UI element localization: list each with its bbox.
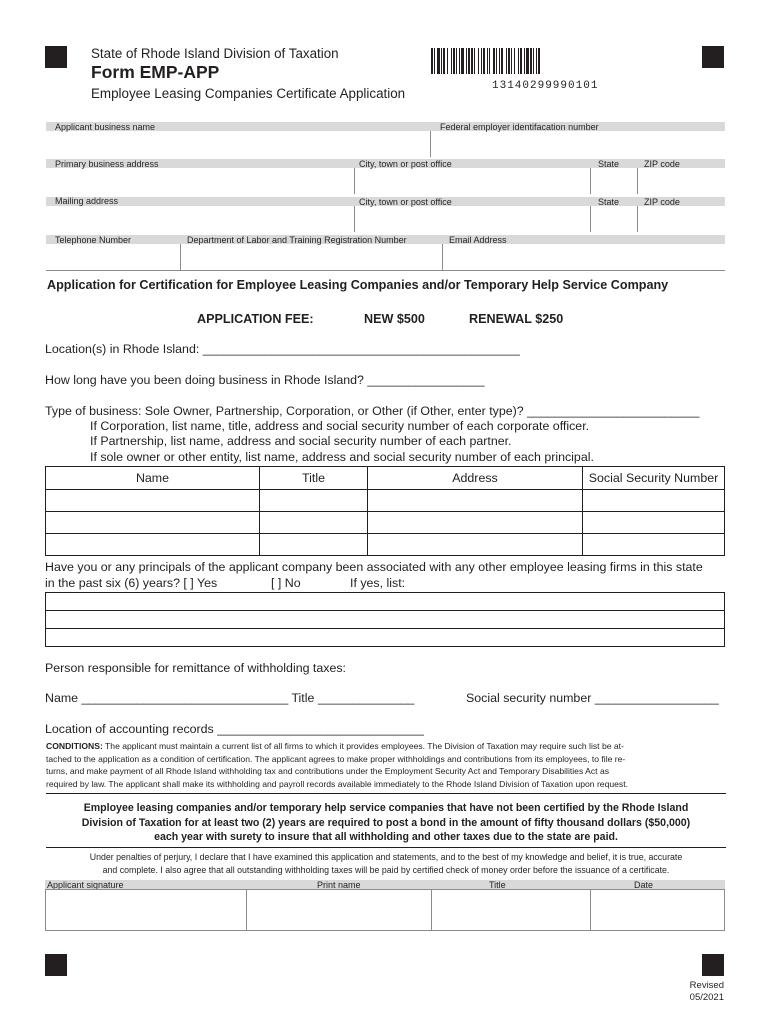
type-of-business-line[interactable]: Type of business: Sole Owner, Partnership, Corporation, or Other (if Other, enter type)? _________________________ [45,404,700,418]
cell-input[interactable] [368,490,583,512]
col-address-header: Address [368,467,583,490]
mailing-address-field[interactable] [46,206,353,232]
applicant-signature-label: Applicant signature [47,880,124,890]
cell-input[interactable] [583,490,725,512]
state2-field[interactable] [591,206,636,232]
registration-mark-bottom-left [45,954,67,976]
zip2-label: ZIP code [644,197,680,207]
mailing-address-label: Mailing address [55,196,119,206]
if-corporation-text: If Corporation, list name, title, address and social security number of each corporate officer. [90,419,590,433]
registration-mark-top-left [45,46,67,68]
list-input[interactable] [46,593,725,611]
association-yes-option[interactable]: in the past six (6) years? [ ] Yes [45,576,218,590]
association-question-line1: Have you or any principals of the applicant company been associated with any other employee leasing firms in this state [45,560,703,574]
name-title-line[interactable]: Name ______________________________ Title ______________ [45,691,415,705]
list-row[interactable] [46,629,725,647]
cell-input[interactable] [260,534,368,556]
registration-mark-top-right [702,46,724,68]
conditions-line1 [46,740,726,753]
fee-renewal: RENEWAL $250 [469,312,564,326]
city2-field[interactable] [355,206,589,232]
print-name-label: Print name [317,880,361,890]
list-input[interactable] [46,629,725,647]
conditions-text1: The applicant must maintain a current list of all firms to which it provides employees. The Division of Taxation may require such list be at- [102,741,624,751]
declaration [46,851,726,876]
association-if-yes: If yes, list: [350,576,406,590]
date-field[interactable] [591,890,725,931]
cell-input[interactable] [260,490,368,512]
cell-input[interactable] [583,534,725,556]
title-label: Title [489,880,506,890]
city1-label: City, town or post office [359,159,452,169]
divider [590,168,591,194]
cell-input[interactable] [368,534,583,556]
business-name-field[interactable] [46,131,430,157]
divider [354,206,355,232]
bond-notice-line1: Employee leasing companies and/or temporary help service companies that have not been certified by the Rhode Island [83,802,689,814]
fein-field[interactable] [432,131,725,157]
bond-notice-line2: Division of Taxation for at least two (2) years are required to post a bond in the amount of fifty thousand dollars ($50,000) [81,816,691,829]
col-ssn-header: Social Security Number [583,467,725,490]
if-sole-owner-text: If sole owner or other entity, list name, address and social security number of each principal. [90,450,594,464]
revised-date: 05/2021 [689,992,724,1003]
business-name-label: Applicant business name [55,122,156,132]
print-name-field[interactable] [247,890,432,931]
form-title: Employee Leasing Companies Certificate Application [91,86,406,101]
association-no-option[interactable]: [ ] No [271,576,301,590]
cell-input[interactable] [46,512,260,534]
divider [46,270,725,271]
cell-input[interactable] [583,512,725,534]
state1-field[interactable] [591,168,636,194]
principals-table [45,466,725,556]
cell-input[interactable] [46,490,260,512]
accounting-records-line[interactable]: Location of accounting records ______________________________ [45,722,424,736]
city1-field[interactable] [355,168,589,194]
barcode-stripe [540,48,543,74]
conditions-line3: turns, and make payment of all Rhode Island withholding tax and contributions under the Employment Security Act and Temporary Disabilities Act as [46,766,610,777]
zip1-label: ZIP code [644,159,680,169]
date-label: Date [634,880,654,890]
primary-address-field[interactable] [46,168,353,194]
email-field[interactable] [443,244,725,270]
registration-mark-bottom-right [702,954,724,976]
divider [637,168,638,194]
how-long-line[interactable]: How long have you been doing business in Rhode Island? _________________ [45,373,485,387]
association-list-table [45,592,725,647]
signature-row [46,890,725,931]
signature-table [45,889,725,931]
divider [180,244,181,270]
conditions-line2: tached to the application as a condition of certification. The applicant agrees to make proper withholdings and contributions from its employees, to file re- [46,753,626,764]
list-row[interactable] [46,593,725,611]
email-label: Email Address [449,235,507,245]
telephone-label: Telephone Number [55,235,132,245]
fee-label: APPLICATION FEE: [197,312,314,326]
fein-label: Federal employer identifacation number [440,122,599,132]
conditions-label: CONDITIONS: [46,741,103,751]
table-row [46,490,725,512]
declaration-line1: Under penalties of perjury, I declare that I have examined this application and statements, and to the best of my knowledge and belief, it is true, accurate [89,852,683,862]
barcode [431,48,663,74]
city2-label: City, town or post office [359,197,452,207]
list-input[interactable] [46,611,725,629]
applicant-signature-field[interactable] [46,890,247,931]
declaration-line2: and complete. I also agree that all outstanding withholding taxes will be paid by certified check of money order before the issuance of a certificate. [102,864,670,875]
conditions-block [46,740,726,790]
dlt-number-label: Department of Labor and Training Registration Number [187,235,407,245]
dlt-number-field[interactable] [181,244,440,270]
form-id: Form EMP-APP [91,62,220,82]
table-row [46,534,725,556]
table-row [46,512,725,534]
col-title-header: Title [260,467,368,490]
title-field[interactable] [432,890,591,931]
divider [590,206,591,232]
bond-notice [46,801,726,845]
if-partnership-text: If Partnership, list name, address and social security number of each partner. [90,434,512,448]
zip1-field[interactable] [638,168,725,194]
cell-input[interactable] [260,512,368,534]
list-row[interactable] [46,611,725,629]
locations-line[interactable]: Location(s) in Rhode Island: ______________________________________________ [45,342,520,356]
col-name-header: Name [46,467,260,490]
conditions-divider [46,793,726,794]
divider [442,244,443,270]
person-responsible-text: Person responsible for remittance of withholding taxes: [45,661,346,675]
telephone-field[interactable] [46,244,178,270]
conditions-line4: required by law. The applicant shall make its withholding and payroll records available immediately to the Rhode Island Division of Taxation upon request. [46,778,628,789]
table-header-row [46,467,725,490]
revised-label: Revised [689,980,724,991]
application-heading: Application for Certification for Employee Leasing Companies and/or Temporary Help Service Company [47,278,669,292]
agency-name: State of Rhode Island Division of Taxation [91,46,339,61]
divider [637,206,638,232]
primary-address-label: Primary business address [55,159,159,169]
ssn-line[interactable]: Social security number __________________ [466,691,719,705]
barcode-number: 13140299990101 [492,80,599,92]
divider [354,168,355,194]
fee-new: NEW $500 [364,312,425,326]
state1-label: State [598,159,620,169]
state2-label: State [598,197,620,207]
cell-input[interactable] [46,534,260,556]
bond-notice-line3: each year with surety to insure that all withholding and other taxes due to the state are paid. [154,831,618,843]
bond-divider [46,847,726,848]
zip2-field[interactable] [638,206,725,232]
cell-input[interactable] [368,512,583,534]
divider [430,131,431,157]
